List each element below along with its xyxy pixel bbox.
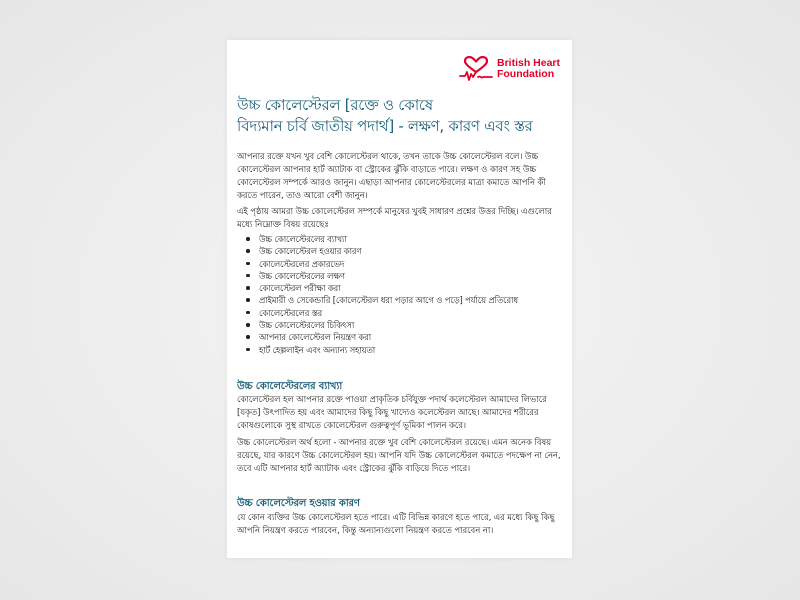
bullet-icon	[246, 237, 250, 241]
list-item: প্রাইমারী ও সেকেন্ডারি [কোলেস্টেরল ধরা পড়ার আগে ও পড়ে] পর্যায়ে প্রতিরোধ	[259, 294, 518, 306]
bullet-icon	[246, 274, 250, 278]
list-item: উচ্চ কোলেস্টেরলের লক্ষণ	[259, 270, 518, 282]
topics-list	[245, 233, 518, 356]
section-2-paragraph-1: যে কোন ব্যক্তির উচ্চ কোলেস্টেরল হতে পারে। এটি বিভিন্ন কারণে হতে পারে, এর মধ্যে কিছু কিছু আপনি নিয়ন্ত্রণ করতে পারবেন, কিন্তু অন্যান্যগুলো নিয়ন্ত্রণ করতে পারবেন না।	[237, 513, 555, 536]
bullet-icon	[246, 298, 250, 302]
list-item: উচ্চ কোলেস্টেরলের চিকিৎসা	[259, 319, 518, 331]
section-heading-explanation: উচ্চ কোলেস্টেরলের ব্যাখ্যা	[237, 381, 343, 392]
section-1-paragraph-1: কোলেস্টেরল হল আপনার রক্তে পাওয়া প্রাকৃতিক চর্বিযুক্ত পদার্থ কলেস্টেরল আমাদের লিভারে [যকৃত] উৎপাদিত হয় এবং আমাদের কিছু কিছু খাদ্যেও কলেস্টেরল আছে। আমাদের শরীরের কোষগুলোকে সুস্থ রাখতে কোলেস্টেরল গুরুত্বপূর্ণ ভূমিকা পালন করে।	[237, 395, 547, 431]
title-line-1: উচ্চ কোলেস্টেরল [রক্তে ও কোষে	[237, 96, 433, 114]
list-item: আপনার কোলেস্টেরল নিয়ন্ত্রণ করা	[259, 331, 518, 343]
logo-line-2: Foundation	[496, 68, 555, 80]
title-line-2: বিদ্যমান চর্বি জাতীয় পদার্থ] - লক্ষণ, কারণ এবং স্তর	[237, 117, 533, 135]
bullet-icon	[246, 286, 250, 290]
heart-pulse-icon	[459, 56, 493, 82]
list-item: কোলেস্টেরল পরীক্ষা করা	[259, 282, 518, 294]
list-item: কোলেস্টেরলের প্রকারভেদ	[259, 258, 518, 270]
section-1-paragraph-2: উচ্চ কোলেস্টেরল অর্থ হলো - আপনার রক্তে খুব বেশি কোলেস্টেরল রয়েছে। এমন অনেক বিষয় রয়েছে, যার কারণে উচ্চ কোলেস্টেরল হয়। আপনি যদি উচ্চ কোলেস্টেরল কমাতে পদক্ষেপ না নেন, তবে এটি আপনার হার্ট অ্যাটাক এবং স্ট্রোকের ঝুঁকি বাড়িয়ে দিতে পারে।	[237, 438, 561, 474]
section-heading-causes: উচ্চ কোলেস্টেরল হওয়ার কারণ	[237, 498, 360, 509]
bullet-icon	[246, 262, 250, 266]
list-item: উচ্চ কোলেস্টেরলের ব্যাখ্যা	[259, 233, 518, 245]
logo-text	[497, 58, 560, 81]
list-item: উচ্চ কোলেস্টেরল হওয়ার কারণ	[259, 245, 518, 257]
bullet-icon	[246, 348, 250, 352]
list-item: হার্ট হেল্পলাইন এবং অন্যান্য সহায়তা	[259, 344, 518, 356]
document-page	[227, 40, 572, 558]
page-title	[237, 95, 562, 137]
list-item: কোলেস্টেরলের স্তর	[259, 307, 518, 319]
logo-line-1: British Heart	[496, 56, 560, 69]
bullet-icon	[246, 335, 250, 339]
bullet-icon	[246, 323, 250, 327]
intro-paragraph-2: এই পৃষ্ঠায় আমরা উচ্চ কোলেস্টেরল সম্পর্কে মানুষের খুবই সাধারণ প্রশ্নের উত্তর দিচ্ছি। এগুলোর মধ্যে নিম্নোক্ত বিষয় রয়েছেঃ	[237, 207, 552, 230]
bhf-logo	[459, 56, 560, 82]
bullet-icon	[246, 249, 250, 253]
bullet-icon	[246, 311, 250, 315]
intro-paragraph-1: আপনার রক্তে যখন খুব বেশি কোলেস্টেরল থাকে, তখন তাকে উচ্চ কোলেস্টেরল বলে। উচ্চ কোলেস্টেরল আপনার হার্ট অ্যাটাক বা স্ট্রোকের ঝুঁকি বাড়াতে পারে। লক্ষণ ও কারণ সহ উচ্চ কোলেস্টেরল সম্পর্কে আরও জানুন। এছাড়া আপনার কোলেস্টেরলের মাত্রা কমাতে আপনি কী করতে পারেন, তাও আরো বেশী জানুন।	[237, 152, 546, 201]
